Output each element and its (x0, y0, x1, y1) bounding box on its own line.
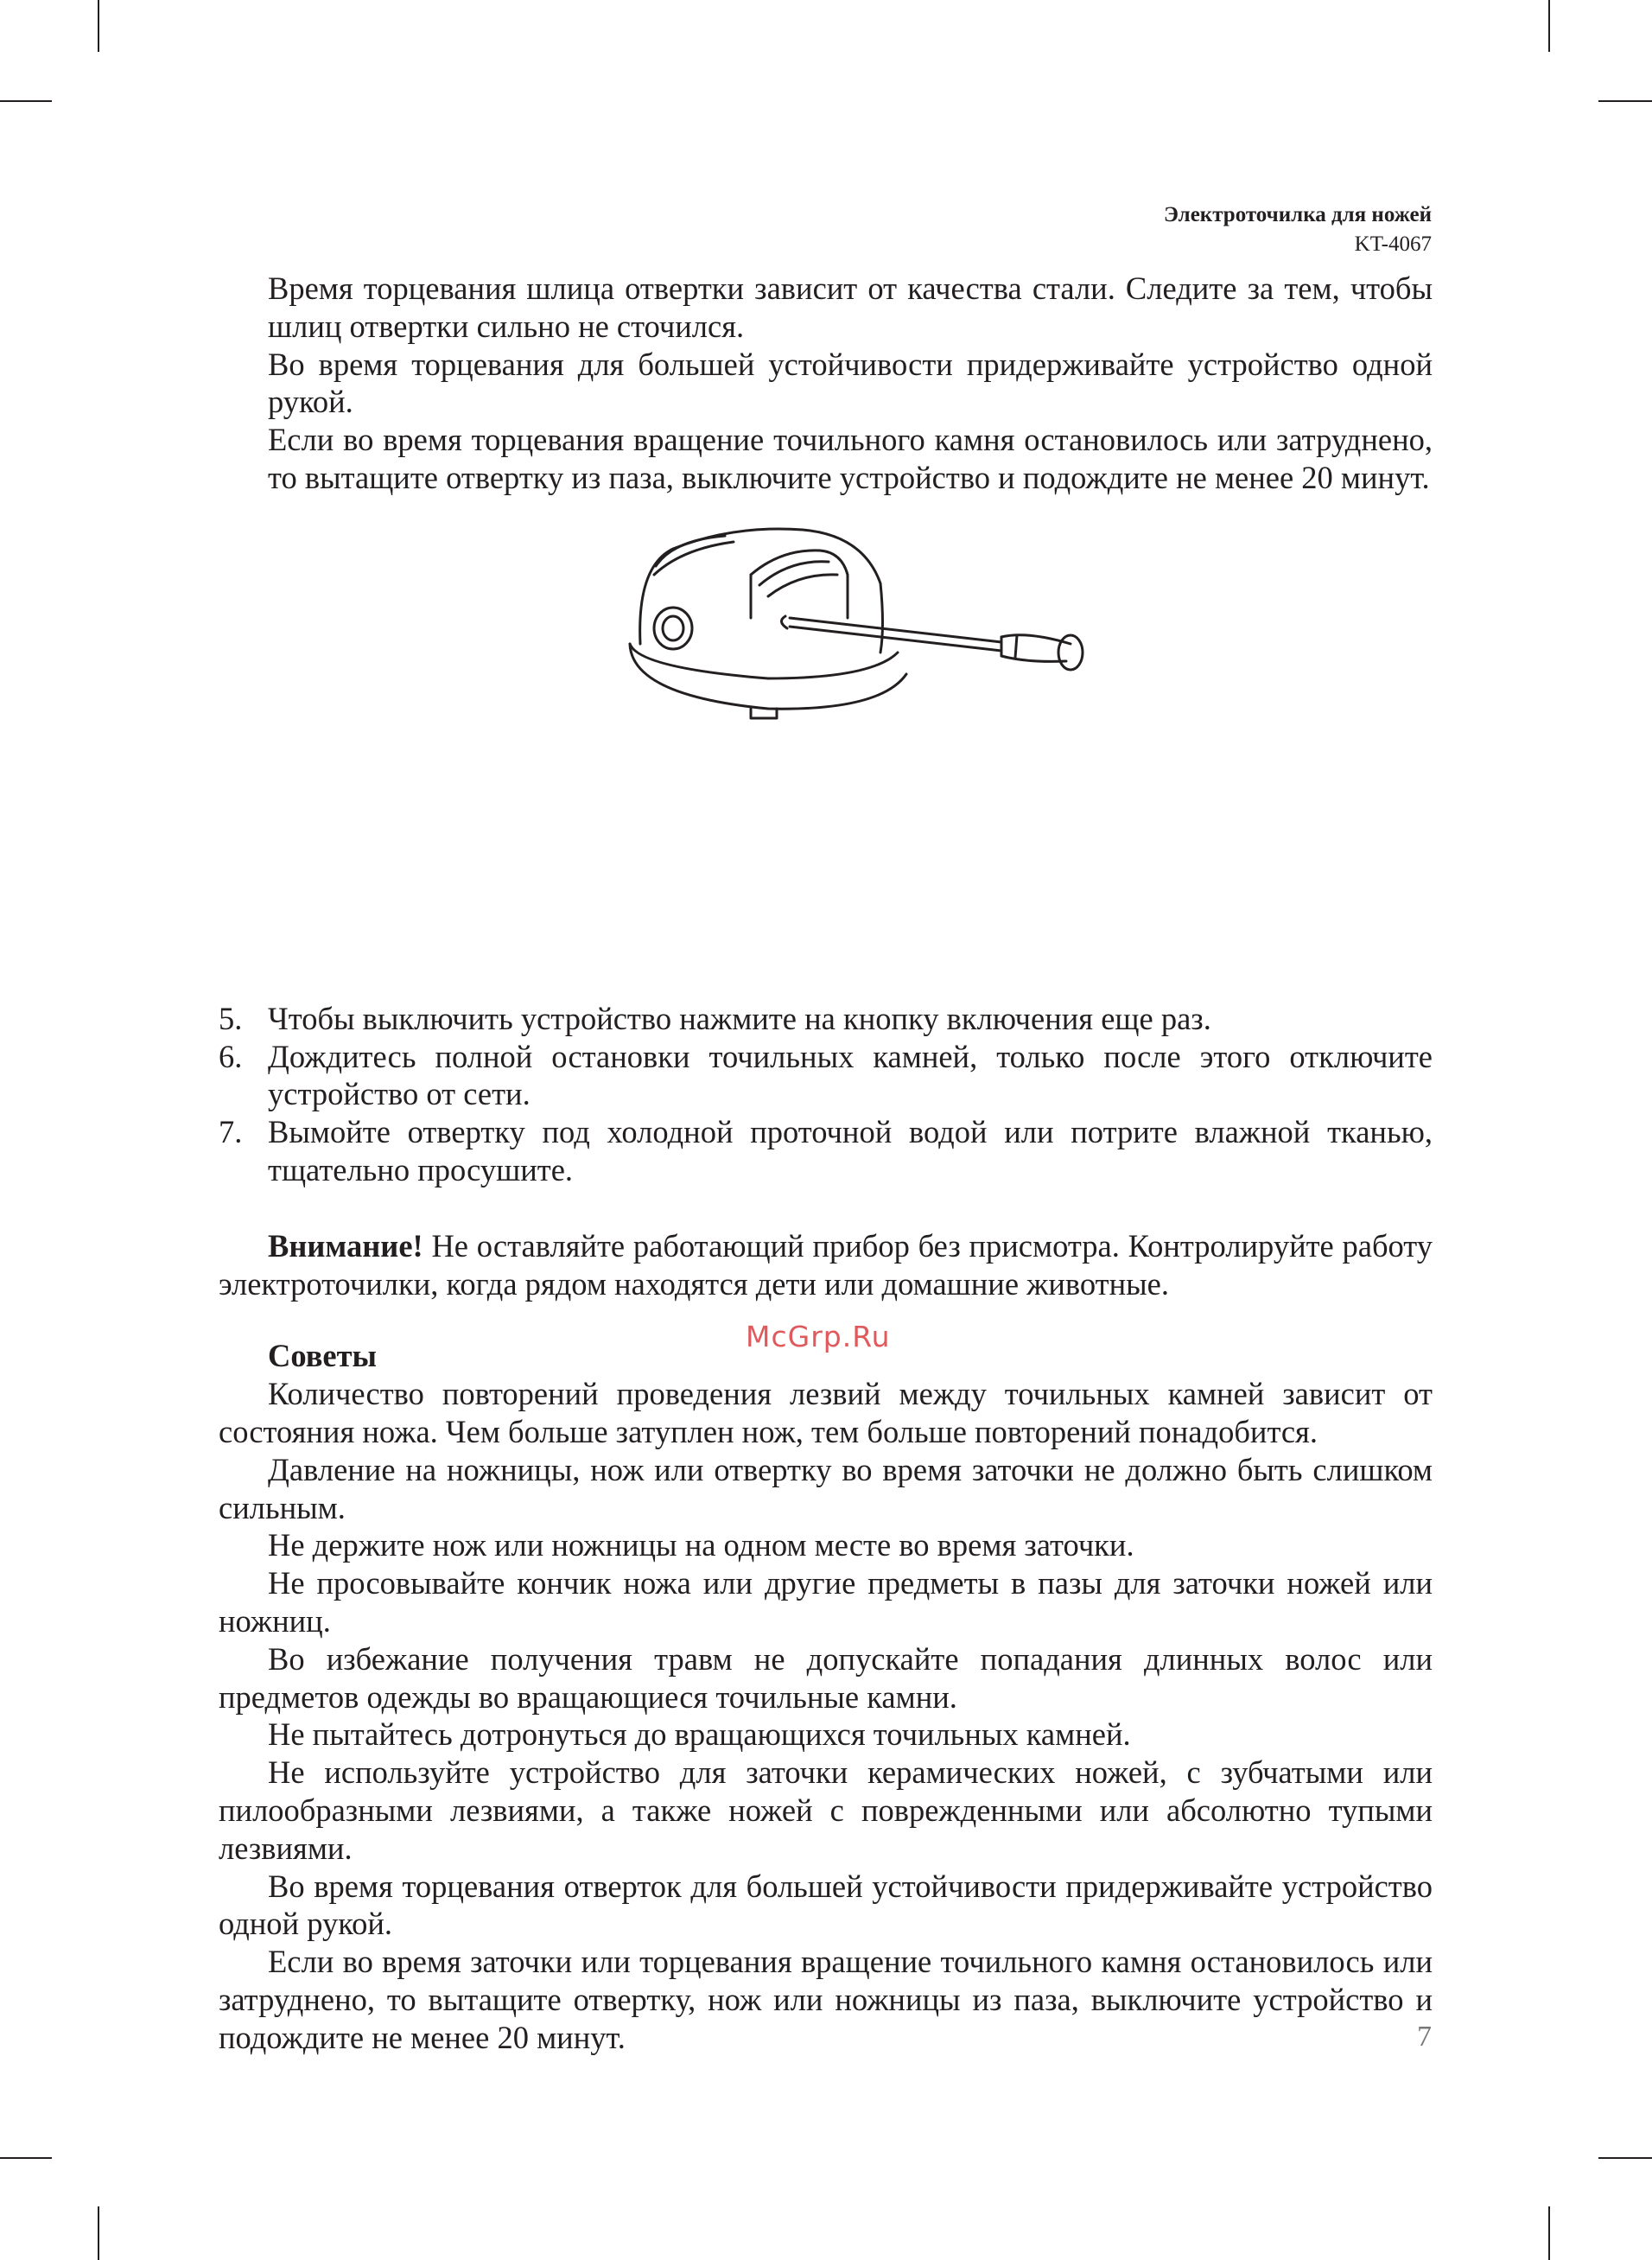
watermark: McGrp.Ru (746, 1320, 891, 1354)
tips-paragraph: Во время торцевания отверток для большей устойчивости придерживайте устройство одной рукой. (219, 1868, 1433, 1942)
crop-mark (1548, 0, 1550, 52)
list-item-text: Чтобы выключить устройство нажмите на кнопку включения еще раз. (268, 1000, 1211, 1036)
tips-paragraph: Во избежание получения травм не допускайте попадания длинных волос или предметов одежды во вращающиеся точильные камни. (219, 1640, 1433, 1715)
list-number: 6. (219, 1038, 243, 1074)
running-head (1164, 201, 1432, 259)
list-number: 5. (219, 1000, 243, 1036)
header-title: Электроточилка для ножей (1164, 203, 1432, 226)
crop-mark (0, 2157, 52, 2159)
page-number: 7 (1417, 2021, 1432, 2053)
tips-paragraph: Не просовывайте кончик ножа или другие предметы в пазы для заточки ножей или ножниц. (219, 1565, 1433, 1639)
list-number: 7. (219, 1114, 243, 1150)
tips-paragraph: Не пытайтесь дотронуться до вращающихся точильных камней. (268, 1716, 1131, 1753)
crop-mark (1548, 2206, 1550, 2260)
page-body (219, 270, 1433, 2057)
tips-heading-row (219, 1320, 1433, 1375)
warning-label: Внимание! (268, 1227, 423, 1264)
crop-mark (98, 2206, 99, 2260)
warning-text: Не оставляйте работающий прибор без присмотра. Контролируйте работу электроточилки, когда рядом находятся дети или домашние животные. (219, 1227, 1433, 1302)
tips-paragraph: Не держите нож или ножницы на одном месте во время заточки. (268, 1527, 1134, 1563)
figure (219, 497, 1433, 1000)
crop-mark (1598, 2157, 1652, 2159)
tips-paragraph: Не используйте устройство для заточки керамических ножей, с зубчатыми или пилообразными лезвиями, а также ножей с поврежденными или абсолютно тупыми лезвиями. (219, 1754, 1433, 1866)
crop-mark (0, 100, 52, 102)
list-item-text: Дождитесь полной остановки точильных камней, только после этого отключите устройство от сети. (268, 1038, 1433, 1112)
intro-paragraph: Во время торцевания для большей устойчивости придерживайте устройство одной рукой. (268, 346, 1433, 420)
header-model: KT-4067 (1354, 232, 1432, 256)
sharpener-with-screwdriver-illustration (621, 514, 1278, 730)
list-item-text: Вымойте отвертку под холодной проточной водой или потрите влажной тканью, тщательно просушите. (268, 1114, 1433, 1187)
list-item (219, 1038, 1433, 1114)
tips-paragraph: Если во время заточки или торцевания вращение точильного камня остановилось или затруднено, то вытащите отвертку, нож или ножницы из паза, выключите устройство и подождите не менее 20 минут. (219, 1944, 1433, 2055)
crop-mark (98, 0, 99, 52)
steps-list (219, 1000, 1433, 1189)
list-item (219, 1000, 1433, 1038)
crop-mark (1598, 100, 1652, 102)
intro-paragraph: Если во время торцевания вращение точильного камня остановилось или затруднено, то вытащите отвертку из паза, выключите устройство и подождите не менее 20 минут. (268, 422, 1433, 495)
tips-paragraph: Количество повторений проведения лезвий между точильных камней зависит от состояния ножа. Чем больше затуплен нож, тем больше повторений понадобится. (219, 1376, 1433, 1449)
intro-paragraph: Время торцевания шлица отвертки зависит от качества стали. Следите за тем, чтобы шлиц отвертки сильно не сточился. (268, 271, 1433, 344)
tips-heading: Советы (268, 1338, 378, 1374)
tips-paragraph: Давление на ножницы, нож или отвертку во время заточки не должно быть слишком сильным. (219, 1451, 1433, 1525)
warning-paragraph (219, 1227, 1433, 1303)
list-item (219, 1113, 1433, 1189)
